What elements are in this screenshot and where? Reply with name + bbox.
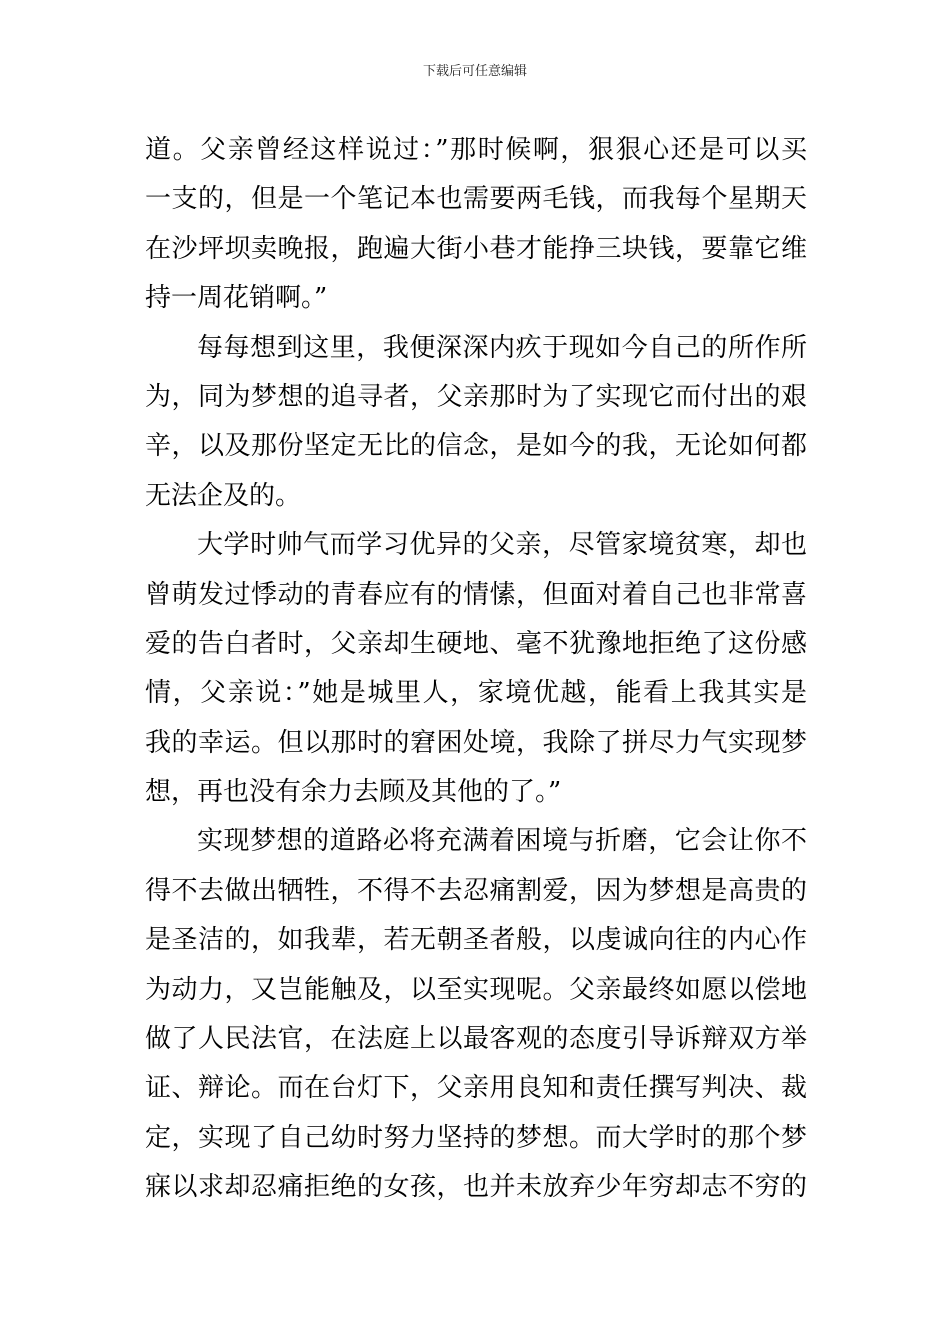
text-line: 辛，以及那份坚定无比的信念，是如今的我，无论如何都	[145, 431, 807, 462]
text-line: 为动力，又岂能触及，以至实现呢。父亲最终如愿以偿地	[145, 974, 807, 1005]
text-line: 无法企及的。	[145, 480, 302, 511]
text-line: 我的幸运。但以那时的窘困处境，我除了拼尽力气实现梦	[145, 727, 807, 758]
page-header: 下载后可任意编辑	[422, 64, 527, 79]
text-line: 是圣洁的，如我辈，若无朝圣者般，以虔诚向往的内心作	[145, 925, 807, 956]
text-line: 想，再也没有余力去顾及其他的了。”	[145, 777, 562, 808]
text-line: 曾萌发过悸动的青春应有的情愫，但面对着自己也非常喜	[145, 579, 807, 610]
paragraph-first-line: 大学时帅气而学习优异的父亲，尽管家境贫寒，却也	[197, 530, 807, 561]
paragraph-first-line: 实现梦想的道路必将充满着困境与折磨，它会让你不	[197, 826, 807, 857]
text-line: 得不去做出牺牲，不得不去忍痛割爱，因为梦想是高贵的	[145, 875, 807, 906]
text-line: 在沙坪坝卖晚报，跑遍大街小巷才能挣三块钱，要靠它维	[145, 233, 807, 264]
text-line: 寐以求却忍痛拒绝的女孩，也并未放弃少年穷却志不穷的	[145, 1172, 807, 1203]
text-line: 持一周花销啊。”	[145, 283, 328, 314]
paragraph-first-line: 每每想到这里，我便深深内疚于现如今自己的所作所	[197, 332, 807, 363]
text-line: 定，实现了自己幼时努力坚持的梦想。而大学时的那个梦	[145, 1122, 807, 1153]
text-line: 一支的，但是一个笔记本也需要两毛钱，而我每个星期天	[145, 184, 807, 215]
text-line: 爱的告白者时，父亲却生硬地、毫不犹豫地拒绝了这份感	[145, 628, 807, 659]
text-line: 为，同为梦想的追寻者，父亲那时为了实现它而付出的艰	[145, 381, 807, 412]
text-line: 做了人民法官，在法庭上以最客观的态度引导诉辩双方举	[145, 1024, 807, 1055]
text-line: 证、辩论。而在台灯下，父亲用良知和责任撰写判决、裁	[145, 1073, 807, 1104]
body-text	[145, 126, 807, 1213]
text-line: 道。父亲曾经这样说过：”那时候啊，狠狠心还是可以买	[145, 135, 807, 165]
text-line: 情，父亲说：”她是城里人，家境优越，能看上我其实是	[145, 678, 807, 709]
